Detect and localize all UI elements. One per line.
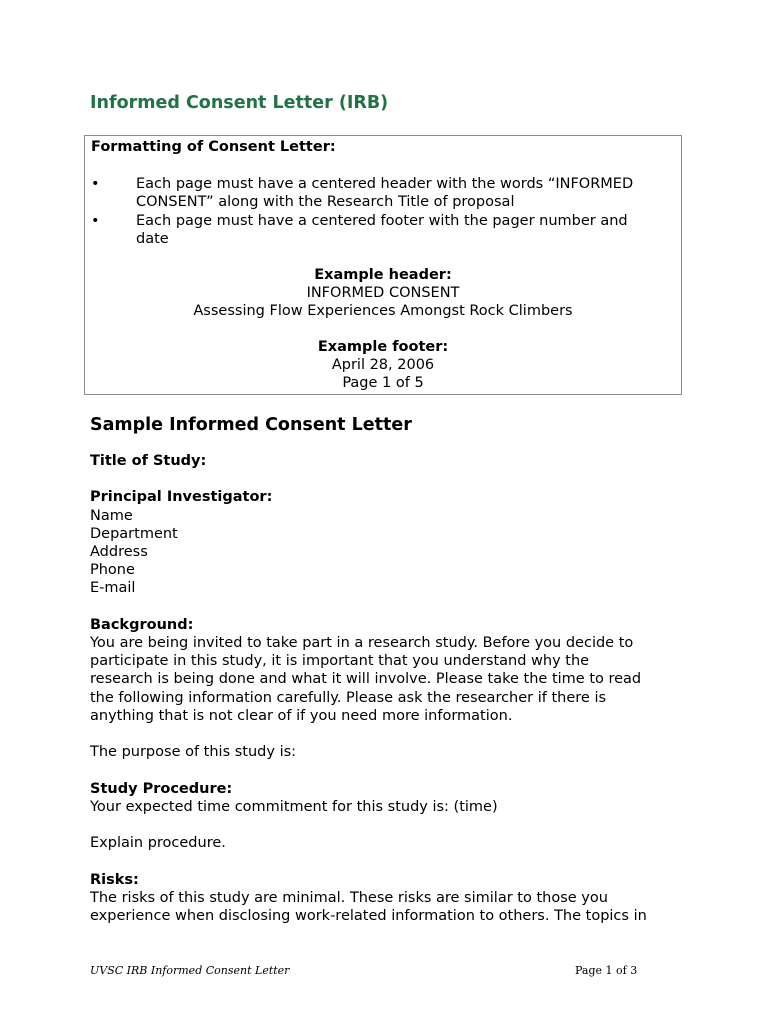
procedure-explain: Explain procedure. bbox=[90, 835, 226, 852]
example-footer-block bbox=[91, 338, 681, 393]
risks-line: experience when disclosing work-related information to others. The topics in bbox=[90, 907, 647, 924]
background-line: the following information carefully. Please ask the researcher if there is bbox=[90, 689, 607, 706]
background-line: research is being done and what it will involve. Please take the time to read bbox=[90, 671, 642, 688]
bullet-icon: • bbox=[91, 176, 100, 193]
letter-body bbox=[90, 414, 680, 925]
pi-field-phone: Phone bbox=[90, 562, 135, 579]
pi-heading: Principal Investigator: bbox=[90, 489, 273, 506]
purpose-text: The purpose of this study is: bbox=[90, 744, 297, 761]
background-heading: Background: bbox=[90, 616, 194, 633]
footer-left: UVSC IRB Informed Consent Letter bbox=[90, 964, 290, 977]
sample-title: Sample Informed Consent Letter bbox=[90, 415, 412, 435]
formatting-bullets bbox=[91, 175, 681, 248]
pi-field-department: Department bbox=[90, 525, 178, 542]
bullet-item bbox=[91, 212, 681, 248]
bullet-text: Each page must have a centered footer with the pager number and date bbox=[136, 212, 628, 247]
example-footer-line2: Page 1 of 5 bbox=[342, 375, 424, 392]
document-title: Informed Consent Letter (IRB) bbox=[90, 93, 389, 113]
risks-line: The risks of this study are minimal. These risks are similar to those you bbox=[90, 889, 608, 906]
example-header-label: Example header: bbox=[314, 267, 452, 284]
bullet-text: Each page must have a centered header with the words “INFORMED CONSENT” along with the Research Title of proposal bbox=[136, 176, 634, 211]
background-line: You are being invited to take part in a research study. Before you decide to bbox=[90, 635, 634, 651]
background-line: participate in this study, it is important that you understand why the bbox=[90, 653, 590, 670]
example-header-line1: INFORMED CONSENT bbox=[306, 285, 460, 302]
example-header-block bbox=[91, 266, 681, 321]
example-footer-line1: April 28, 2006 bbox=[331, 356, 435, 373]
formatting-box bbox=[84, 135, 682, 395]
example-footer-label: Example footer: bbox=[317, 338, 449, 355]
example-header-line2: Assessing Flow Experiences Amongst Rock Climbers bbox=[193, 303, 573, 320]
procedure-time: Your expected time commitment for this study is: (time) bbox=[90, 798, 498, 815]
background-line: anything that is not clear of if you need more information. bbox=[90, 707, 513, 724]
formatting-heading: Formatting of Consent Letter: bbox=[91, 139, 336, 155]
bullet-item bbox=[91, 175, 681, 211]
title-of-study-label: Title of Study: bbox=[90, 453, 207, 469]
pi-field-name: Name bbox=[90, 507, 133, 524]
risks-heading: Risks: bbox=[90, 871, 139, 888]
footer-page-number: Page 1 of 3 bbox=[575, 964, 638, 977]
procedure-heading: Study Procedure: bbox=[90, 780, 233, 797]
bullet-icon: • bbox=[91, 212, 100, 229]
pi-field-address: Address bbox=[90, 544, 148, 560]
pi-field-email: E-mail bbox=[90, 580, 136, 597]
